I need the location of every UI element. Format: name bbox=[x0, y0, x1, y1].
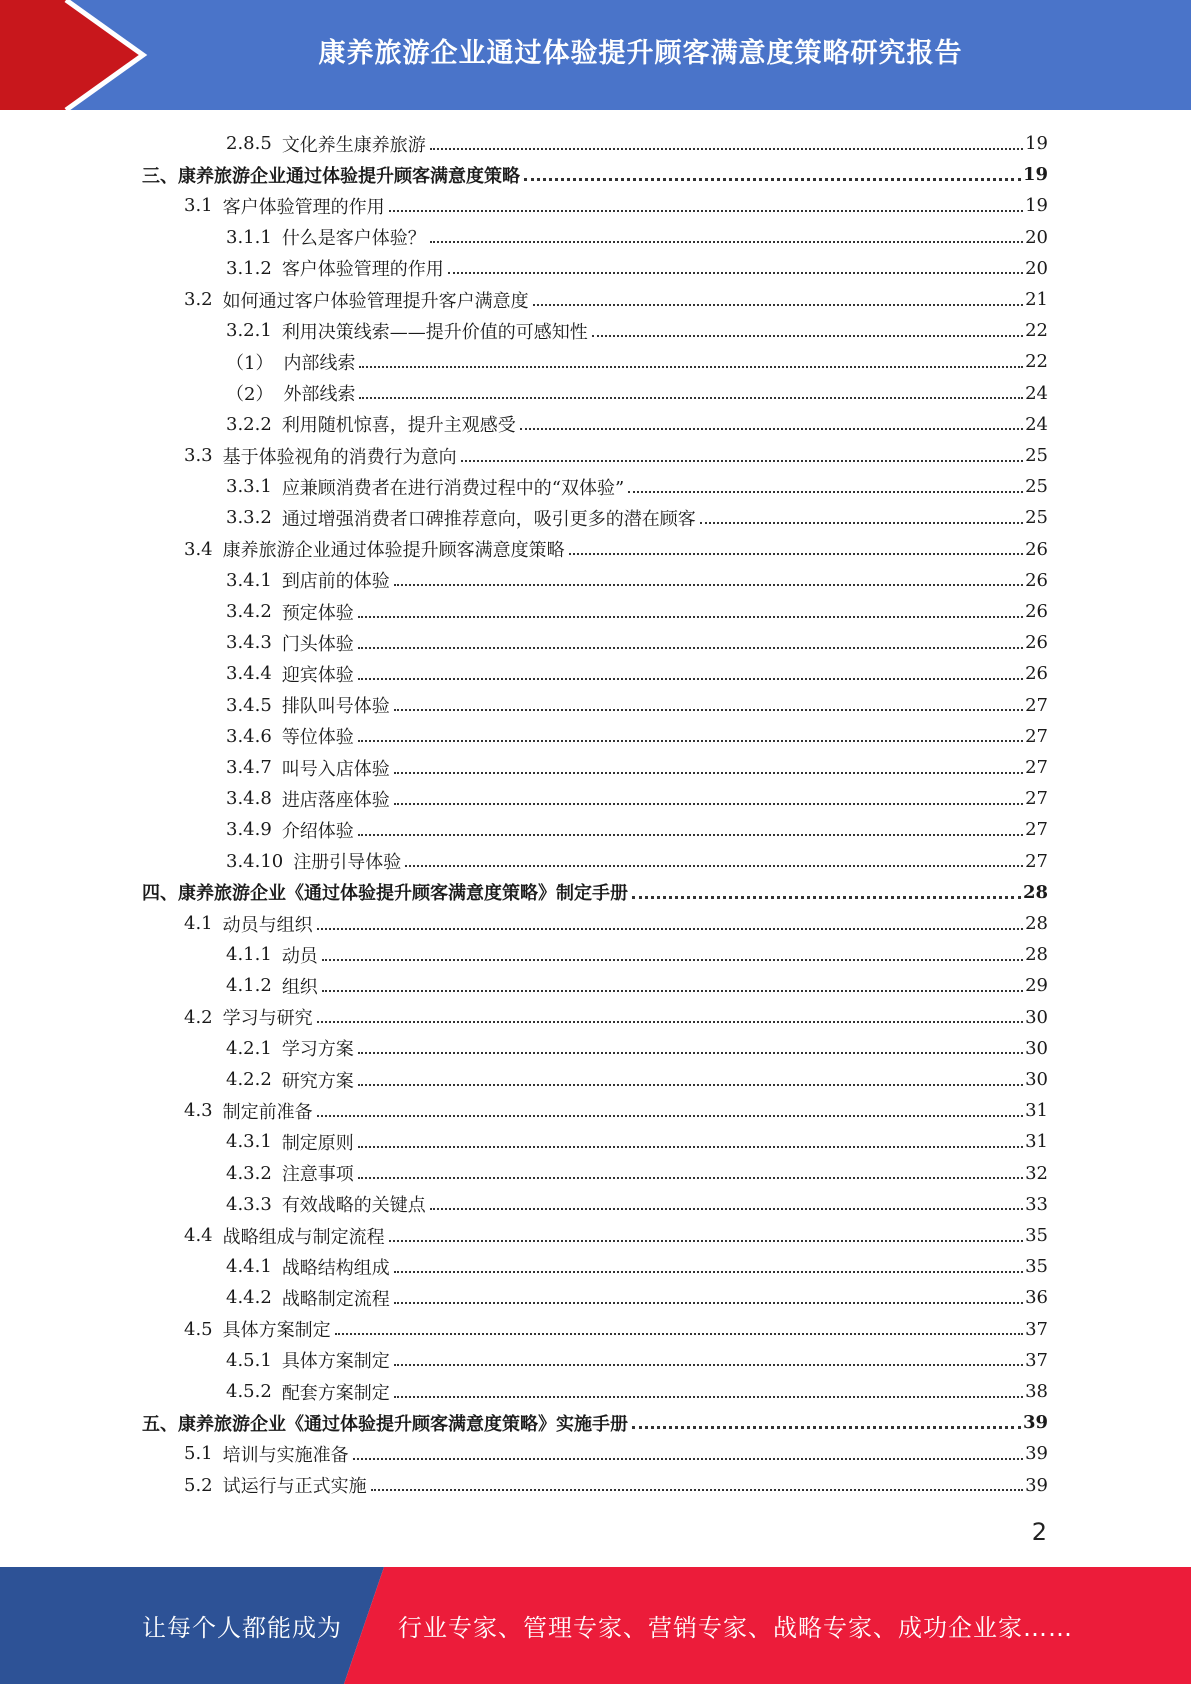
toc-entry-number: 4.1.1 bbox=[226, 944, 272, 966]
toc-entry-title: 学习与研究 bbox=[222, 1008, 313, 1030]
toc-entry[interactable] bbox=[184, 1438, 1048, 1469]
toc-entry[interactable] bbox=[184, 1095, 1048, 1126]
toc-entry-title: 组织 bbox=[281, 976, 318, 998]
toc-entry-page: 24 bbox=[1025, 413, 1048, 435]
toc-entry-title: 基于体验视角的消费行为意向 bbox=[222, 446, 457, 468]
toc-entry-page: 30 bbox=[1025, 1006, 1048, 1028]
toc-entry-title: 试运行与正式实施 bbox=[222, 1476, 367, 1498]
toc-entry-page: 27 bbox=[1025, 850, 1048, 872]
toc-dot-leader bbox=[394, 803, 1023, 805]
toc-entry-title: 配套方案制定 bbox=[281, 1382, 390, 1404]
toc-entry[interactable] bbox=[184, 908, 1048, 939]
toc-entry-title: 战略组成与制定流程 bbox=[222, 1226, 385, 1248]
toc-entry-number: 5.1 bbox=[184, 1443, 213, 1465]
toc-dot-leader bbox=[359, 366, 1023, 368]
toc-entry-title: 客户体验管理的作用 bbox=[222, 196, 385, 218]
toc-entry[interactable] bbox=[226, 1345, 1048, 1376]
toc-entry-page: 25 bbox=[1025, 507, 1048, 529]
toc-entry-title: 五、康养旅游企业《通过体验提升顾客满意度策略》实施手册 bbox=[142, 1413, 628, 1435]
toc-entry[interactable] bbox=[226, 1158, 1048, 1189]
toc-entry-title: 研究方案 bbox=[281, 1070, 354, 1092]
toc-entry-title: 培训与实施准备 bbox=[222, 1444, 349, 1466]
toc-dot-leader bbox=[461, 460, 1023, 462]
toc-entry-number: 4.4.1 bbox=[226, 1256, 272, 1278]
toc-entry-page: 20 bbox=[1025, 257, 1048, 279]
toc-entry[interactable] bbox=[226, 502, 1048, 533]
toc-entry[interactable] bbox=[226, 222, 1048, 253]
toc-entry-number: 4.3 bbox=[184, 1100, 213, 1122]
toc-dot-leader bbox=[430, 148, 1023, 150]
toc-entry-title: 战略结构组成 bbox=[281, 1257, 390, 1279]
toc-entry[interactable] bbox=[184, 1220, 1048, 1251]
toc-dot-leader bbox=[389, 210, 1023, 212]
toc-entry-title: 具体方案制定 bbox=[222, 1320, 331, 1342]
toc-dot-leader bbox=[394, 1271, 1023, 1273]
toc-entry[interactable] bbox=[226, 814, 1048, 845]
toc-entry-number: 3.4.10 bbox=[226, 850, 284, 872]
toc-entry[interactable] bbox=[226, 409, 1048, 440]
toc-entry-number: 4.1 bbox=[184, 913, 213, 934]
toc-entry[interactable] bbox=[226, 721, 1048, 752]
toc-entry-page: 25 bbox=[1025, 445, 1048, 466]
toc-entry-page: 27 bbox=[1025, 757, 1048, 778]
toc-entry-title: 战略制定流程 bbox=[281, 1288, 390, 1310]
toc-dot-leader bbox=[524, 178, 1021, 181]
toc-entry-number: 2.8.5 bbox=[226, 133, 272, 154]
toc-entry-number: 3.4 bbox=[184, 538, 213, 560]
toc-dot-leader bbox=[394, 709, 1023, 711]
toc-entry-page: 30 bbox=[1025, 1037, 1048, 1059]
toc-entry-number: 3.1.1 bbox=[226, 226, 272, 248]
toc-entry-page: 22 bbox=[1025, 351, 1048, 373]
toc-entry[interactable] bbox=[226, 690, 1048, 721]
toc-dot-leader bbox=[322, 990, 1023, 992]
toc-entry-page: 20 bbox=[1025, 226, 1048, 248]
toc-dot-leader bbox=[358, 647, 1023, 649]
toc-entry[interactable] bbox=[226, 1376, 1048, 1407]
toc-entry[interactable] bbox=[226, 658, 1048, 689]
toc-dot-leader bbox=[335, 1333, 1023, 1335]
toc-entry-title: 四、康养旅游企业《通过体验提升顾客满意度策略》制定手册 bbox=[142, 883, 628, 905]
toc-entry[interactable] bbox=[226, 1189, 1048, 1220]
toc-entry[interactable] bbox=[184, 534, 1048, 565]
header-arrow-decoration bbox=[0, 0, 160, 110]
toc-entry-title: 叫号入店体验 bbox=[281, 758, 390, 780]
toc-entry-number: 4.3.1 bbox=[226, 1131, 272, 1153]
toc-dot-leader bbox=[358, 1146, 1023, 1148]
toc-entry-title: 外部线索 bbox=[283, 384, 356, 406]
toc-dot-leader bbox=[358, 740, 1023, 742]
toc-entry-title: 利用随机惊喜，提升主观感受 bbox=[281, 415, 516, 437]
toc-entry-page: 37 bbox=[1025, 1349, 1048, 1371]
page-number: 2 bbox=[1031, 1518, 1047, 1546]
toc-entry-page: 27 bbox=[1025, 725, 1048, 747]
toc-dot-leader bbox=[394, 1302, 1023, 1304]
toc-entry-number: 3.4.9 bbox=[226, 819, 272, 841]
toc-dot-leader bbox=[358, 834, 1023, 836]
toc-dot-leader bbox=[317, 1021, 1023, 1023]
toc-dot-leader bbox=[317, 1115, 1023, 1117]
toc-entry-number: 3.4.8 bbox=[226, 788, 272, 810]
toc-dot-leader bbox=[358, 1052, 1023, 1054]
toc-entry[interactable] bbox=[184, 1314, 1048, 1345]
toc-entry[interactable] bbox=[226, 1064, 1048, 1095]
toc-entry-number: 3.2.1 bbox=[226, 320, 272, 342]
toc-entry-page: 24 bbox=[1025, 382, 1048, 404]
toc-entry-title: 康养旅游企业通过体验提升顾客满意度策略 bbox=[222, 540, 565, 562]
toc-entry-page: 21 bbox=[1025, 289, 1048, 310]
toc-entry-title: 注意事项 bbox=[281, 1164, 354, 1186]
toc-entry-title: 动员 bbox=[281, 945, 318, 967]
toc-dot-leader bbox=[592, 335, 1023, 337]
document-title: 康养旅游企业通过体验提升顾客满意度策略研究报告 bbox=[318, 37, 963, 69]
toc-dot-leader bbox=[389, 1240, 1023, 1242]
toc-entry[interactable] bbox=[142, 1407, 1048, 1438]
toc-entry[interactable] bbox=[226, 596, 1048, 627]
toc-entry-title: 有效战略的关键点 bbox=[281, 1195, 426, 1217]
toc-dot-leader bbox=[520, 428, 1023, 430]
toc-dot-leader bbox=[359, 397, 1023, 399]
toc-entry-number: 3.2 bbox=[184, 289, 213, 310]
toc-dot-leader bbox=[358, 616, 1023, 618]
toc-entry-page: 27 bbox=[1025, 819, 1048, 841]
toc-entry-number: 4.4 bbox=[184, 1225, 213, 1246]
toc-entry[interactable] bbox=[226, 1033, 1048, 1064]
toc-entry-page: 28 bbox=[1022, 881, 1048, 903]
toc-entry-page: 28 bbox=[1025, 913, 1048, 934]
toc-entry[interactable] bbox=[184, 1002, 1048, 1033]
toc-entry-page: 30 bbox=[1025, 1069, 1048, 1090]
toc-entry-page: 32 bbox=[1025, 1162, 1048, 1184]
toc-entry-page: 26 bbox=[1025, 663, 1048, 685]
toc-dot-leader bbox=[700, 522, 1023, 524]
toc-entry[interactable] bbox=[226, 783, 1048, 814]
toc-entry-title: 什么是客户体验？ bbox=[281, 228, 426, 250]
toc-dot-leader bbox=[394, 772, 1023, 774]
toc-dot-leader bbox=[358, 1084, 1023, 1086]
toc-entry[interactable] bbox=[226, 565, 1048, 596]
toc-entry-number: 4.4.2 bbox=[226, 1287, 272, 1309]
toc-dot-leader bbox=[632, 1426, 1021, 1429]
toc-entry-title: 进店落座体验 bbox=[281, 789, 390, 811]
toc-dot-leader bbox=[533, 304, 1023, 306]
toc-entry[interactable] bbox=[184, 1470, 1048, 1501]
toc-entry-page: 26 bbox=[1025, 632, 1048, 654]
toc-entry-page: 26 bbox=[1025, 601, 1048, 622]
toc-entry[interactable] bbox=[226, 1126, 1048, 1157]
toc-entry-number: 3.4.6 bbox=[226, 725, 272, 747]
toc-entry[interactable] bbox=[142, 877, 1048, 908]
toc-entry-page: 35 bbox=[1025, 1225, 1048, 1246]
page-footer bbox=[0, 1567, 1191, 1684]
toc-entry[interactable] bbox=[226, 1282, 1048, 1313]
toc-entry-page: 28 bbox=[1025, 944, 1048, 966]
toc-entry-title: 应兼顾消费者在进行消费过程中的“双体验” bbox=[281, 477, 625, 499]
toc-dot-leader bbox=[353, 1458, 1023, 1460]
toc-entry-title: 制定原则 bbox=[281, 1132, 354, 1154]
toc-entry-title: 通过增强消费者口碑推荐意向，吸引更多的潜在顾客 bbox=[281, 508, 696, 530]
toc-entry-page: 37 bbox=[1025, 1318, 1048, 1340]
toc-entry-page: 36 bbox=[1025, 1287, 1048, 1309]
toc-dot-leader bbox=[569, 553, 1023, 555]
toc-dot-leader bbox=[405, 865, 1023, 867]
toc-entry-page: 25 bbox=[1025, 476, 1048, 498]
toc-entry-number: 3.4.2 bbox=[226, 601, 272, 622]
toc-entry[interactable] bbox=[184, 190, 1048, 221]
toc-entry-title: 到店前的体验 bbox=[281, 571, 390, 593]
toc-dot-leader bbox=[317, 928, 1023, 930]
toc-entry-page: 35 bbox=[1025, 1256, 1048, 1278]
toc-entry-page: 31 bbox=[1025, 1100, 1048, 1122]
toc-entry-title: 内部线索 bbox=[283, 352, 356, 374]
toc-entry-page: 39 bbox=[1025, 1474, 1048, 1496]
toc-entry-page: 29 bbox=[1025, 975, 1048, 997]
toc-dot-leader bbox=[430, 1208, 1023, 1210]
toc-entry-page: 39 bbox=[1025, 1443, 1048, 1465]
toc-entry[interactable] bbox=[226, 346, 1048, 377]
toc-entry-title: 预定体验 bbox=[281, 602, 354, 624]
toc-entry-title: 具体方案制定 bbox=[281, 1351, 390, 1373]
toc-entry[interactable] bbox=[226, 128, 1048, 159]
toc-entry-number: （1） bbox=[226, 352, 274, 374]
toc-entry-page: 31 bbox=[1025, 1131, 1048, 1153]
toc-entry[interactable] bbox=[184, 440, 1048, 471]
toc-entry[interactable] bbox=[226, 315, 1048, 346]
toc-entry-number: 3.4.3 bbox=[226, 632, 272, 654]
toc-entry-number: 4.5 bbox=[184, 1318, 213, 1340]
toc-entry[interactable] bbox=[226, 970, 1048, 1001]
toc-entry-title: 学习方案 bbox=[281, 1039, 354, 1061]
toc-entry-number: 4.5.2 bbox=[226, 1381, 272, 1402]
toc-entry-title: 介绍体验 bbox=[281, 820, 354, 842]
toc-entry-number: 3.4.7 bbox=[226, 757, 272, 778]
toc-entry-page: 27 bbox=[1025, 788, 1048, 810]
footer-slogan-right: 行业专家、管理专家、营销专家、战略专家、成功企业家…… bbox=[398, 1614, 1073, 1642]
toc-entry-number: 4.3.3 bbox=[226, 1193, 272, 1215]
toc-entry-page: 19 bbox=[1025, 133, 1048, 154]
toc-entry-title: 如何通过客户体验管理提升客户满意度 bbox=[222, 290, 529, 312]
toc-entry-number: 4.2 bbox=[184, 1006, 213, 1028]
toc-dot-leader bbox=[394, 584, 1023, 586]
toc-entry-title: 排队叫号体验 bbox=[281, 696, 390, 718]
toc-entry-number: 3.1.2 bbox=[226, 257, 272, 279]
toc-dot-leader bbox=[394, 1396, 1023, 1398]
toc-entry-number: 3.4.5 bbox=[226, 694, 272, 716]
toc-entry-number: 3.3.1 bbox=[226, 476, 272, 498]
toc-dot-leader bbox=[430, 241, 1023, 243]
toc-entry-title: 利用决策线索——提升价值的可感知性 bbox=[281, 321, 588, 343]
toc-entry-page: 38 bbox=[1025, 1381, 1048, 1402]
toc-entry[interactable] bbox=[226, 939, 1048, 970]
toc-entry[interactable] bbox=[226, 752, 1048, 783]
toc-entry-title: 客户体验管理的作用 bbox=[281, 259, 444, 281]
toc-entry-title: 门头体验 bbox=[281, 633, 354, 655]
toc-entry-title: 制定前准备 bbox=[222, 1101, 313, 1123]
toc-entry-number: （2） bbox=[226, 384, 274, 406]
toc-entry-title: 三、康养旅游企业通过体验提升顾客满意度策略 bbox=[142, 165, 520, 187]
toc-entry-number: 4.1.2 bbox=[226, 975, 272, 997]
toc-dot-leader bbox=[322, 959, 1023, 961]
toc-entry-title: 注册引导体验 bbox=[293, 852, 402, 874]
toc-entry[interactable] bbox=[226, 627, 1048, 658]
toc-entry-title: 等位体验 bbox=[281, 727, 354, 749]
toc-entry[interactable] bbox=[142, 159, 1048, 190]
toc-entry-page: 19 bbox=[1025, 195, 1048, 217]
toc-entry[interactable] bbox=[226, 471, 1048, 502]
toc-entry-page: 19 bbox=[1022, 164, 1048, 186]
toc-entry-title: 文化养生康养旅游 bbox=[281, 134, 426, 156]
toc-entry[interactable] bbox=[226, 378, 1048, 409]
toc-entry-number: 3.2.2 bbox=[226, 413, 272, 435]
toc-dot-leader bbox=[358, 1177, 1023, 1179]
toc-dot-leader bbox=[448, 272, 1023, 274]
toc-entry-title: 迎宾体验 bbox=[281, 664, 354, 686]
toc-entry-number: 3.4.1 bbox=[226, 569, 272, 591]
toc-entry-page: 33 bbox=[1025, 1193, 1048, 1215]
toc-dot-leader bbox=[632, 896, 1021, 899]
toc-dot-leader bbox=[628, 491, 1023, 493]
toc-entry-page: 39 bbox=[1022, 1412, 1048, 1434]
toc-entry-number: 4.5.1 bbox=[226, 1349, 272, 1371]
toc-entry[interactable] bbox=[226, 846, 1048, 877]
toc-entry[interactable] bbox=[184, 284, 1048, 315]
toc-entry-page: 22 bbox=[1025, 320, 1048, 342]
page-header bbox=[0, 0, 1191, 110]
toc-entry-number: 5.2 bbox=[184, 1474, 213, 1496]
toc-entry-number: 3.3.2 bbox=[226, 507, 272, 529]
toc-entry-page: 26 bbox=[1025, 538, 1048, 560]
toc-entry-number: 3.1 bbox=[184, 195, 213, 217]
toc-entry-page: 26 bbox=[1025, 569, 1048, 591]
toc-entry-number: 4.2.2 bbox=[226, 1069, 272, 1090]
toc-entry-number: 3.4.4 bbox=[226, 663, 272, 685]
footer-slogan-left: 让每个人都能成为 bbox=[142, 1614, 342, 1642]
toc-entry-page: 27 bbox=[1025, 694, 1048, 716]
toc-entry[interactable] bbox=[226, 253, 1048, 284]
toc-entry[interactable] bbox=[226, 1251, 1048, 1282]
toc-dot-leader bbox=[394, 1364, 1023, 1366]
toc-dot-leader bbox=[371, 1489, 1023, 1491]
toc-entry-title: 动员与组织 bbox=[222, 914, 313, 936]
toc-entry-number: 3.3 bbox=[184, 445, 213, 466]
toc-entry-number: 4.3.2 bbox=[226, 1162, 272, 1184]
toc-dot-leader bbox=[358, 678, 1023, 680]
toc-entry-number: 4.2.1 bbox=[226, 1037, 272, 1059]
